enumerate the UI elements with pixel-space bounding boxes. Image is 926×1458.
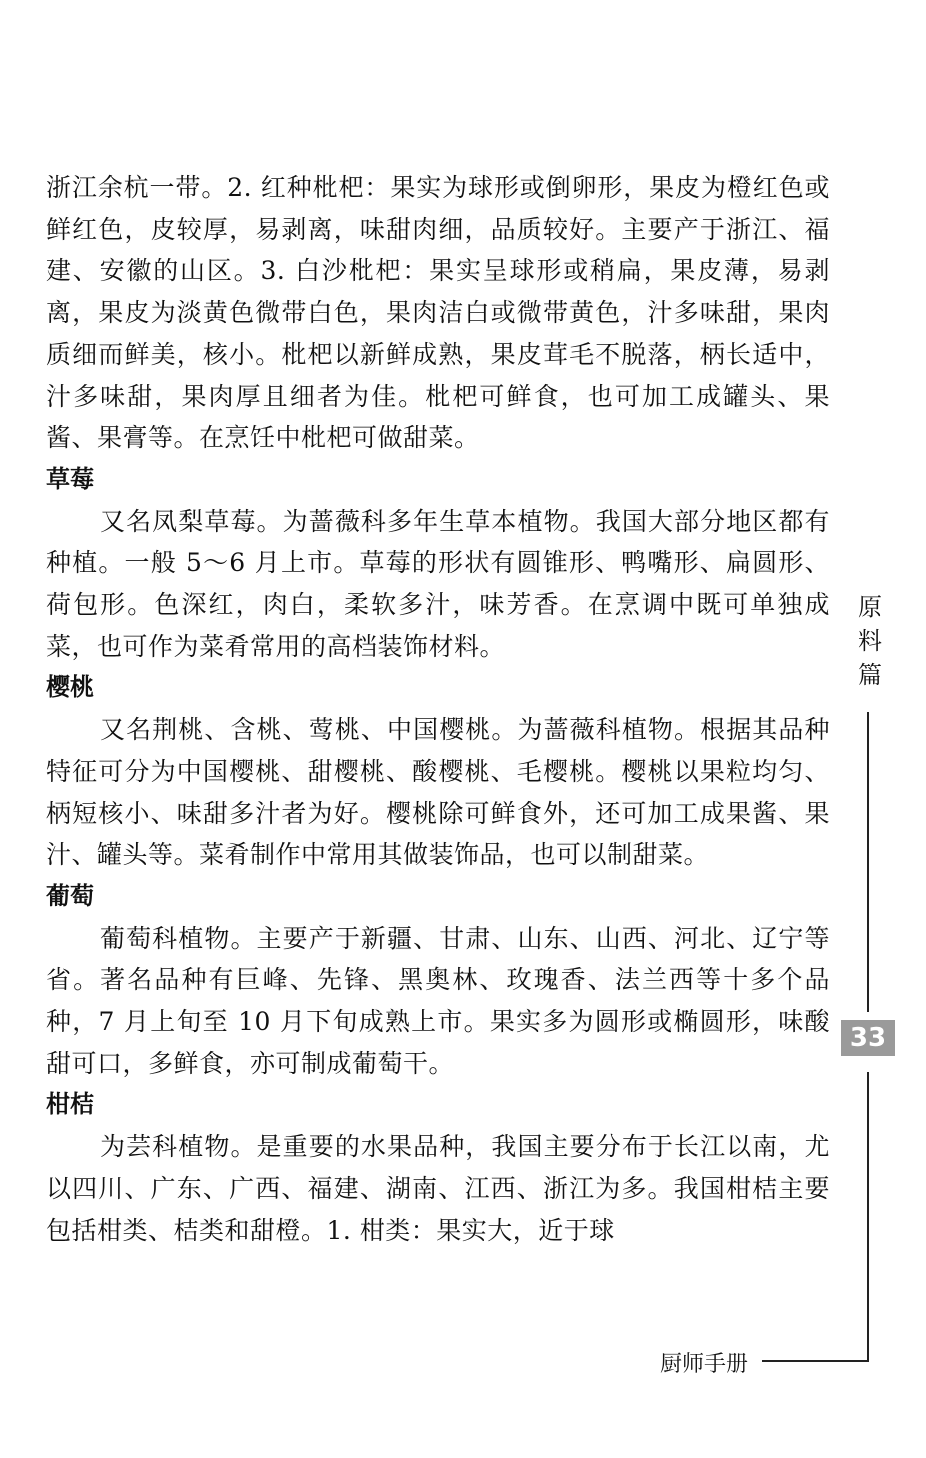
side-label-char: 料	[858, 627, 882, 655]
footer-title: 厨师手册	[660, 1352, 749, 1377]
side-label-char: 篇	[858, 661, 882, 689]
heading-grape: 葡萄	[46, 881, 94, 910]
heading-cherry: 樱桃	[46, 673, 94, 702]
footer-rule	[762, 1360, 869, 1362]
margin-rule-lower	[867, 1072, 869, 1362]
section-side-label	[855, 590, 885, 692]
paragraph-grape: 葡萄科植物。主要产于新疆、甘肃、山东、山西、河北、辽宁等省。著名品种有巨峰、先锋、黑奥林、玫瑰香、法兰西等十多个品种，7 月上旬至 10 月下旬成熟上市。果实多为圆形或椭圆形，味酸甜可口，多鲜食，亦可制成葡萄干。	[46, 923, 830, 1078]
body-text	[46, 167, 830, 1251]
page-number: 33	[841, 1020, 895, 1056]
heading-strawberry: 草莓	[46, 464, 94, 493]
margin-rule-upper	[867, 712, 869, 1012]
side-label-char: 原	[858, 593, 882, 621]
paragraph-cherry: 又名荆桃、含桃、莺桃、中国樱桃。为蔷薇科植物。根据其品种特征可分为中国樱桃、甜樱桃、酸樱桃、毛樱桃。樱桃以果粒均匀、柄短核小、味甜多汁者为好。樱桃除可鲜食外，还可加工成果酱、果汁、罐头等。菜肴制作中常用其做装饰品，也可以制甜菜。	[46, 715, 830, 870]
paragraph-loquat: 浙江余杭一带。2. 红种枇杷：果实为球形或倒卵形，果皮为橙红色或鲜红色，皮较厚，易剥离，味甜肉细，品质较好。主要产于浙江、福建、安徽的山区。3. 白沙枇杷：果实呈球形或稍扁，果皮薄，易剥离，果皮为淡黄色微带白色，果肉洁白或微带黄色，汁多味甜，果肉质细而鲜美，核小。枇杷以新鲜成熟，果皮茸毛不脱落，柄长适中，汁多味甜，果肉厚且细者为佳。枇杷可鲜食，也可加工成罐头、果酱、果膏等。在烹饪中枇杷可做甜菜。	[46, 173, 830, 453]
paragraph-strawberry: 又名凤梨草莓。为蔷薇科多年生草本植物。我国大部分地区都有种植。一般 5～6 月上市。草莓的形状有圆锥形、鸭嘴形、扁圆形、荷包形。色深红，肉白，柔软多汁，味芳香。在烹调中既可单独成菜，也可作为菜肴常用的高档装饰材料。	[46, 506, 830, 661]
paragraph-citrus: 为芸科植物。是重要的水果品种，我国主要分布于长江以南，尤以四川、广东、广西、福建、湖南、江西、浙江为多。我国柑桔主要包括柑类、桔类和甜橙。1. 柑类：果实大，近于球	[46, 1132, 830, 1245]
heading-citrus: 柑桔	[46, 1090, 94, 1119]
